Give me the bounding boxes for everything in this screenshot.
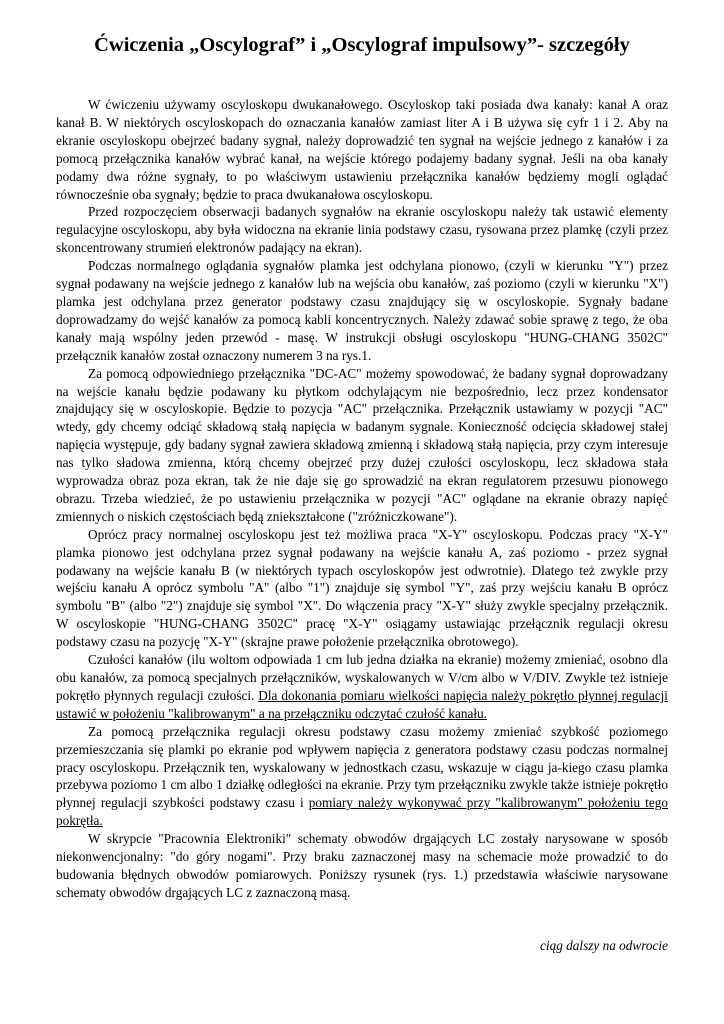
underlined-text: pomiary należy wykonywać przy "kalibrowanym" położeniu tego pokrętła. — [56, 795, 668, 829]
paragraph-text: Podczas normalnego oglądania sygnałów plamka jest odchylana pionowo, (czyli w kierunku "Y") przez sygnał podawany na wejście jednego z kanałów lub na wejścia obu kanałów, zaś poziomo (czyli w kierunku "X") plamka jest odchylana przez generator podstawy czasu znajdujący się w oscyloskopie. Sygnały badane doprowadzamy do wejść kanałów za pomocą kabli koncentrycznych. Należy zdawać sobie sprawę z tego, że oba kanały mają wspólny jeden przewód - masę. W instrukcji obsługi oscyloskopu "HUNG-CHANG 3502C" przełącznik kanałów został oznaczony numerem 3 na rys.1. — [56, 258, 668, 363]
page-title: Ćwiczenia „Oscylograf” i „Oscylograf impulsowy”- szczegóły — [94, 34, 630, 56]
paragraph-text: Oprócz pracy normalnej oscyloskopu jest też możliwa praca "X-Y" oscyloskopu. Podczas pracy "X-Y" plamka pionowo jest odchylana przez sygnał podawany na wejście kanału A, zaś poziomo - przez sygnał podawany na wejście kanału B (w niektórych typach oscyloskopów jest odwrotnie). Dlatego też zwykle przy wejściu kanału A oprócz symbolu "A" (albo "1") znajduje się symbol "Y", zaś przy wejściu kanału B oprócz symbolu "B" (albo "2") znajduje się symbol "X". Do włączenia pracy "X-Y" służy zwykle specjalny przełącznik. W oscyloskopie "HUNG-CHANG 3502C" pracę "X-Y" osiągamy ustawiając przełącznik regulacji okresu podstawy czasu na pozycję "X-Y" (skrajne prawe położenie przełącznika obrotowego). — [56, 526, 668, 650]
paragraph — [56, 365, 668, 526]
paragraph-text: Przed rozpoczęciem obserwacji badanych sygnałów na ekranie oscyloskopu należy tak ustawić elementy regulacyjne oscyloskopu, aby była widoczna na ekranie linia podstawy czasu, rysowana przez plamkę (czyli przez skoncentrowany strumień elektronów padający na ekran). — [56, 204, 668, 256]
paragraph-text: Za pomocą przełącznika regulacji okresu podstawy czasu możemy zmieniać szybkość poziomego przemieszczania się plamki po ekranie pod wpływem napięcia z generatora podstawy czasu podczas normalnej pracy oscyloskopu. Przełącznik ten, wyskalowany w jednostkach czasu, wskazuje w ciągu ja-kiego czasu plamka przebywa poziomo 1 cm albo 1 działkę odległości na ekranie. Przy tym przełączniku zwykle także istnieje pokrętło płynnej regulacji szybkości podstawy czasu i — [56, 723, 668, 811]
paragraph-text: W ćwiczeniu używamy oscyloskopu dwukanałowego. Oscyloskop taki posiada dwa kanały: kanał A oraz kanał B. W niektórych oscyloskopach do oznaczania kanałów zamiast liter A i B używa się cyfr 1 i 2. Aby na ekranie oscyloskopu obejrzeć badany sygnał, należy doprowadzić ten sygnał na wejście jednego z kanałów i za pomocą przełącznika kanałów wybrać kanał, na wejście którego podajemy badany sygnał. Jeśli na oba kanały podamy dwa różne sygnały, to po właściwym ustawieniu przełącznika kanałów będziemy mogli oglądać równocześnie oba sygnały; będzie to praca dwukanałowa oscyloskopu. — [56, 97, 668, 202]
paragraph-text: Czułości kanałów (ilu woltom odpowiada 1 cm lub jedna działka na ekranie) możemy zmieniać, osobno dla obu kanałów, za pomocą specjalnych przełączników, wyskalowanych w V/cm albo w V/DIV. Zwykle też istnieje pokrętło płynnych regulacji czułości. — [56, 652, 668, 703]
continuation-note: ciąg dalszy na odwrocie — [540, 938, 668, 953]
paragraph — [56, 830, 668, 902]
paragraph — [56, 96, 668, 203]
underlined-text: Dla dokonania pomiaru wielkości napięcia należy pokrętło płynnej regulacji ustawić w położeniu "kalibrowanym" a na przełączniku odczytać czułość kanału. — [56, 687, 668, 721]
paragraph — [56, 723, 668, 830]
paragraph — [56, 526, 668, 651]
paragraph — [56, 651, 668, 723]
paragraph-text: Za pomocą odpowiedniego przełącznika "DC-AC" możemy spowodować, że badany sygnał doprowadzany na wejście kanału będzie podawany ku płytkom odchylającym nie bezpośrednio, lecz przez kondensator znajdujący się w oscyloskopie. Będzie to pozycja "AC" przełącznika. Przełącznik ustawiamy w pozycji "AC" wtedy, gdy chcemy odciąć składową stałą napięcia w badanym sygnale. Konieczność odcięcia składowej stałej napięcia występuje, gdy badany sygnał zawiera składową zmienną i składową stałą napięcia, przy czym interesuje nas tylko sładowa zmienna, którą chcemy obejrzeć przy dużej czułości oscyloskopu, lecz składowa stała wyprowadza obraz poza ekran, tak że nie daje się go sprowadzić na ekran regulatorem przesuwu pionowego obrazu. Trzeba wiedzieć, że po ustawieniu przełącznika w pozycji "AC" oglądane na ekranie obrazy napięć zmiennych o niskich częstościach będą zniekształcone ("zróżniczkowane"). — [56, 365, 668, 524]
paragraph — [56, 257, 668, 364]
paragraph — [56, 203, 668, 257]
document-body — [56, 96, 668, 902]
paragraph-text: W skrypcie "Pracownia Elektroniki" schematy obwodów drgających LC zostały narysowane w sposób niekonwencjonalny: "do góry nogami". Przy braku zaznaczonej masy na schemacie może prowadzić to do budowania błędnych obwodów pomiarowych. Poniższy rysunek (rys. 1.) przedstawia właściwie narysowane schematy obwodów drgających LC z zaznaczoną masą. — [56, 831, 668, 900]
